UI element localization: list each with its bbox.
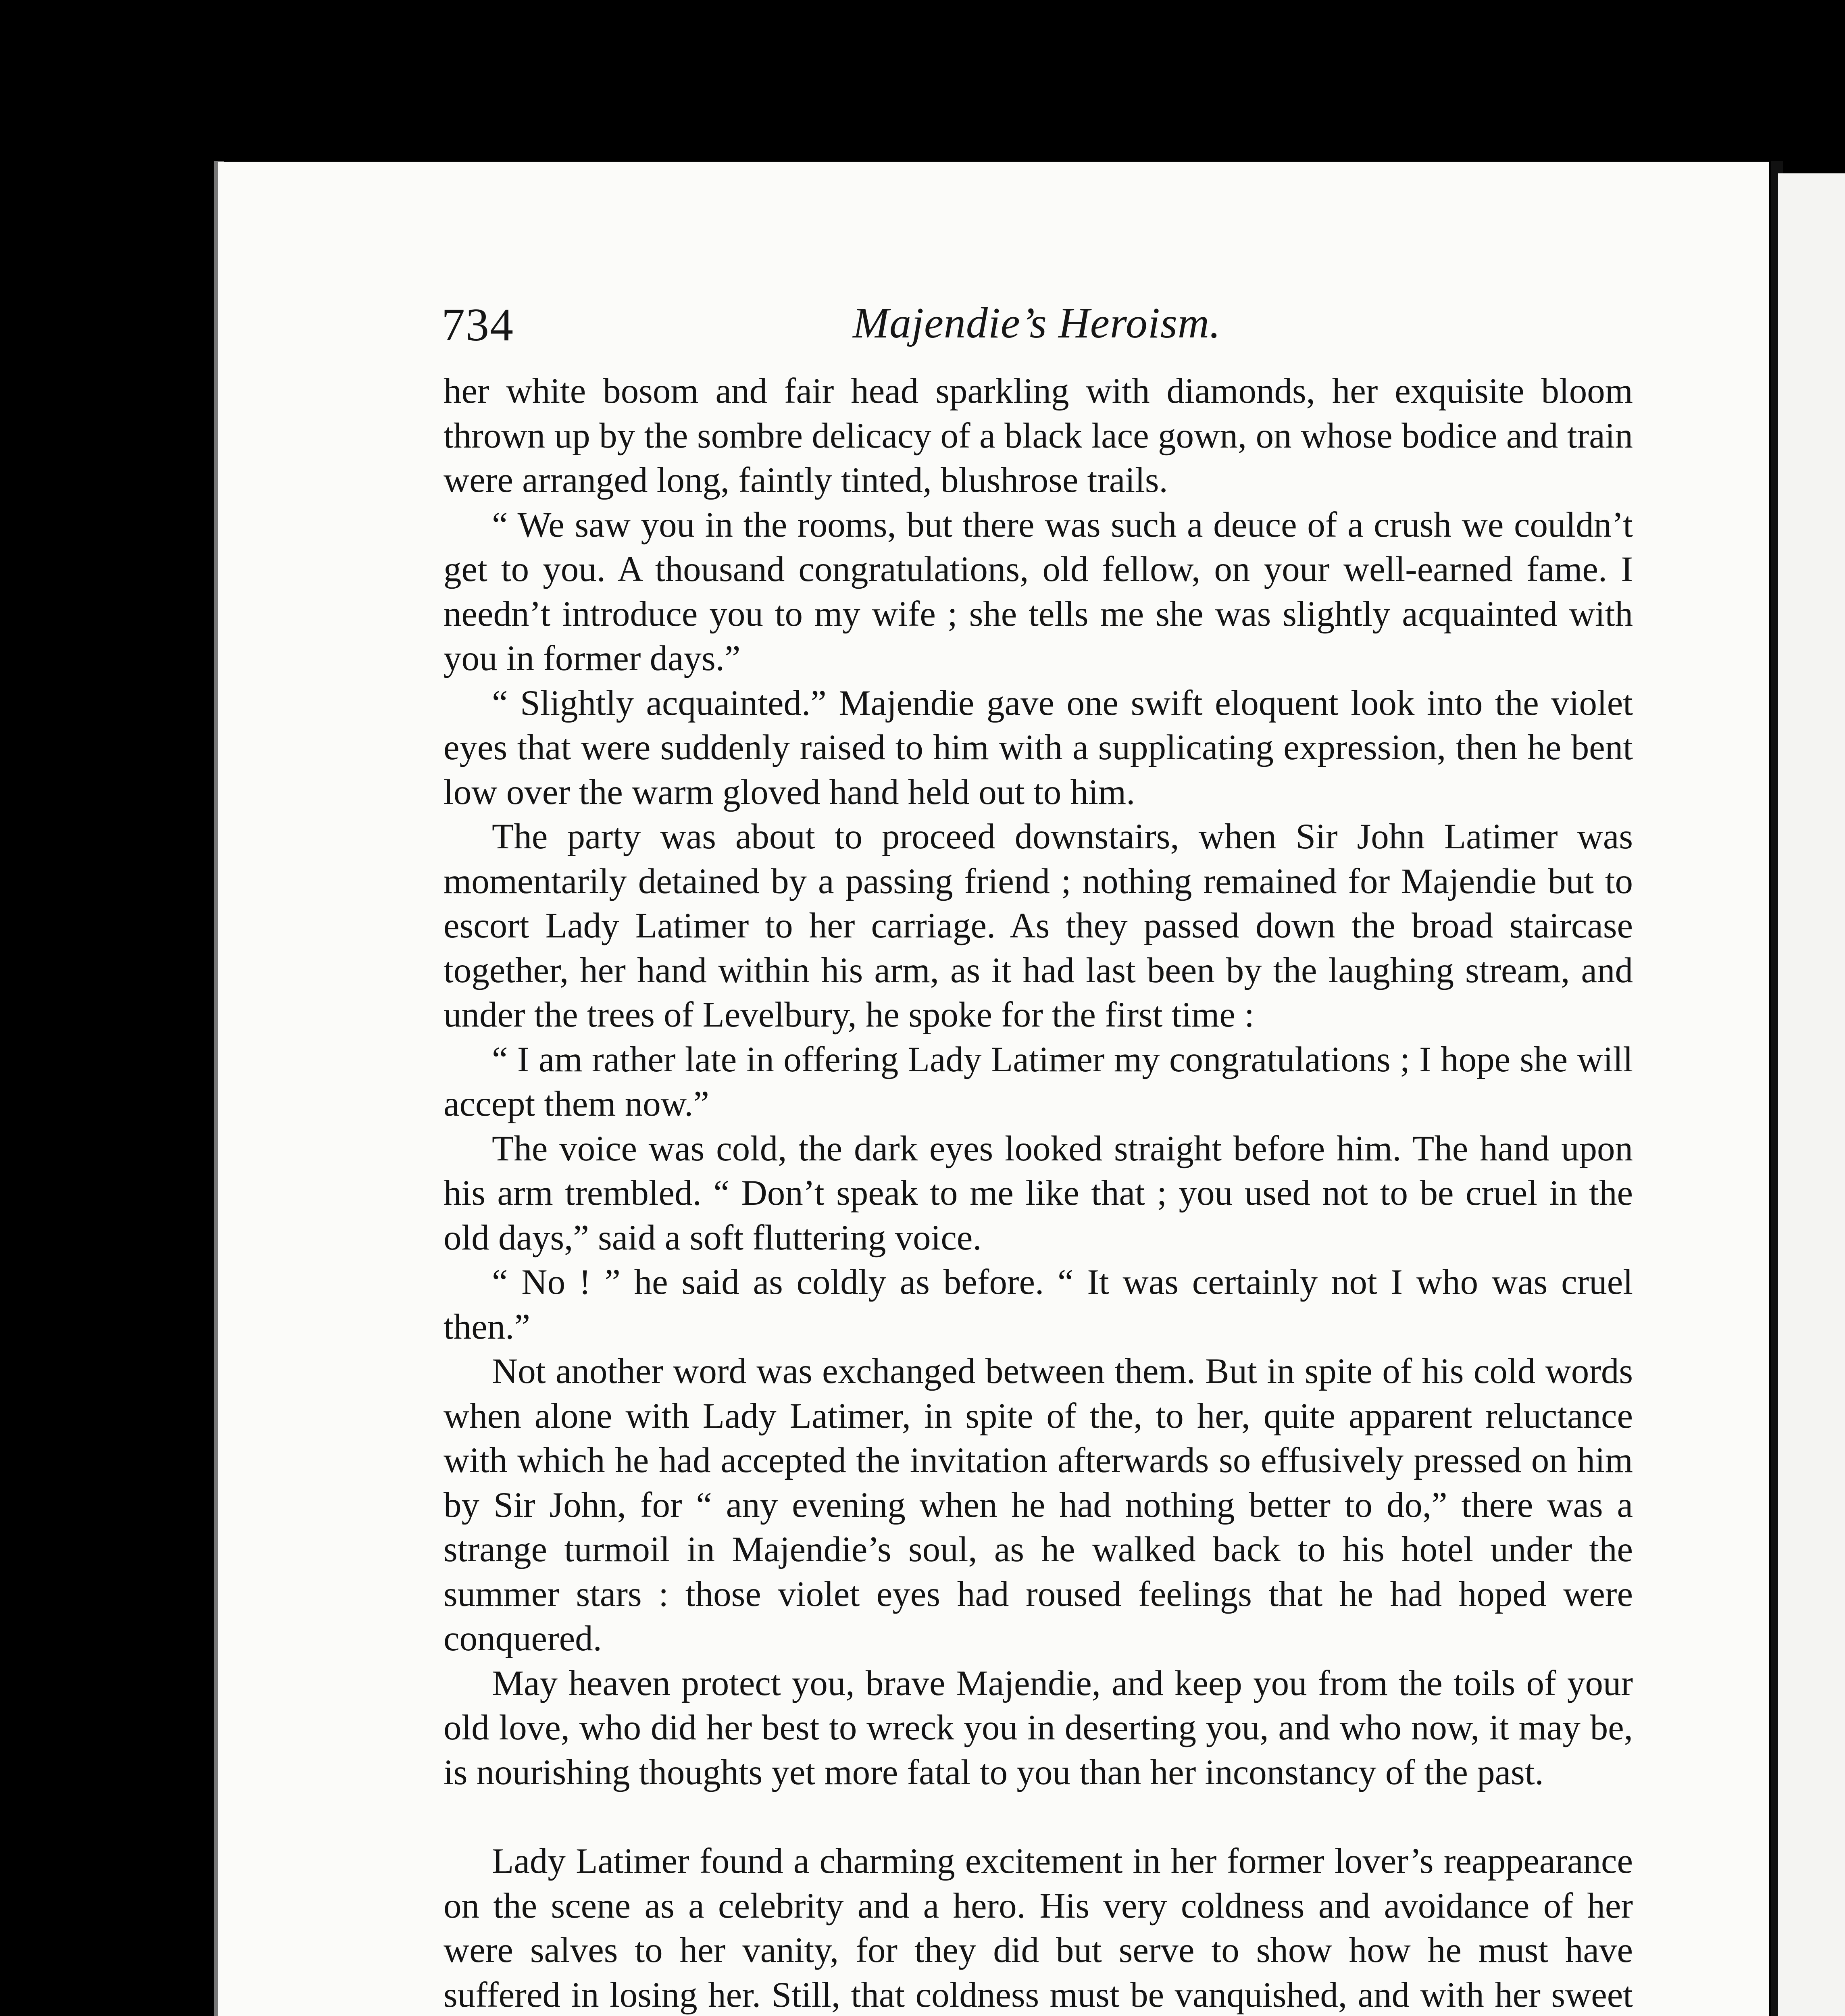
paragraph: The party was about to proceed downstairs, when Sir John Latimer was momentarily detained by a passing friend ; nothing remained for Majendie but to escort Lady Latimer to her carriage. As they passed down the broad staircase together, her hand within his arm, as it had last been by the laughing stream, and under the trees of Levelbury, he spoke for the first time :: [444, 817, 1633, 1035]
paragraph: “ No ! ” he said as coldly as before. “ It was certainly not I who was cruel then.”: [444, 1262, 1633, 1347]
paragraph: Lady Latimer found a charming excitement in her former lover’s reappearance on the scene as a celebrity and a hero. His very coldness and avoidance of her were salves to her vanity, for they did but serve to show how he must have suffered in losing her. Still, that coldness must be vanquished, and with her sweet: [444, 1841, 1633, 2015]
body-text: [444, 369, 1633, 2016]
paragraph: May heaven protect you, brave Majendie, and keep you from the toils of your old love, who did her best to wreck you in deserting you, and who now, it may be, is nourishing thoughts yet more fatal to you than her inconstancy of the past.: [444, 1663, 1633, 1792]
paragraph: her white bosom and fair head sparkling with diamonds, her exquisite bloom thrown up by the sombre delicacy of a black lace gown, on whose bodice and train were arranged long, faintly tinted, blushrose trails.: [444, 371, 1633, 500]
page-number: 734: [441, 299, 514, 351]
paragraph: The voice was cold, the dark eyes looked straight before him. The hand upon his arm trembled. “ Don’t speak to me like that ; you used not to be cruel in the old days,” said a soft fluttering voice.: [444, 1129, 1633, 1258]
paragraph: “ I am rather late in offering Lady Latimer my congratulations ; I hope she will accept them now.”: [444, 1039, 1633, 1124]
facing-page-edge: [1778, 173, 1845, 2016]
paragraph: Not another word was exchanged between them. But in spite of his cold words when alone with Lady Latimer, in spite of the, to her, quite apparent reluctance with which he had accepted the invitation afterwards so effusively pressed on him by Sir John, for “ any evening when he had nothing better to do,” there was a strange turmoil in Majendie’s soul, as he walked back to his hotel under the summer stars : those violet eyes had roused feelings that he had hoped were conquered.: [444, 1352, 1633, 1658]
paragraph: “ We saw you in the rooms, but there was such a deuce of a crush we couldn’t get to you. A thousand congratulations, old fellow, on your well-earned fame. I needn’t introduce you to my wife ; she tells me she was slightly acquainted with you in former days.”: [444, 505, 1633, 678]
page-header: [441, 282, 1635, 355]
paragraph: “ Slightly acquainted.” Majendie gave one swift eloquent look into the violet eyes that were suddenly raised to him with a supplicating expression, then he bent low over the warm gloved hand held out to him.: [444, 683, 1633, 812]
running-title: Majendie’s Heroism.: [853, 299, 1221, 347]
